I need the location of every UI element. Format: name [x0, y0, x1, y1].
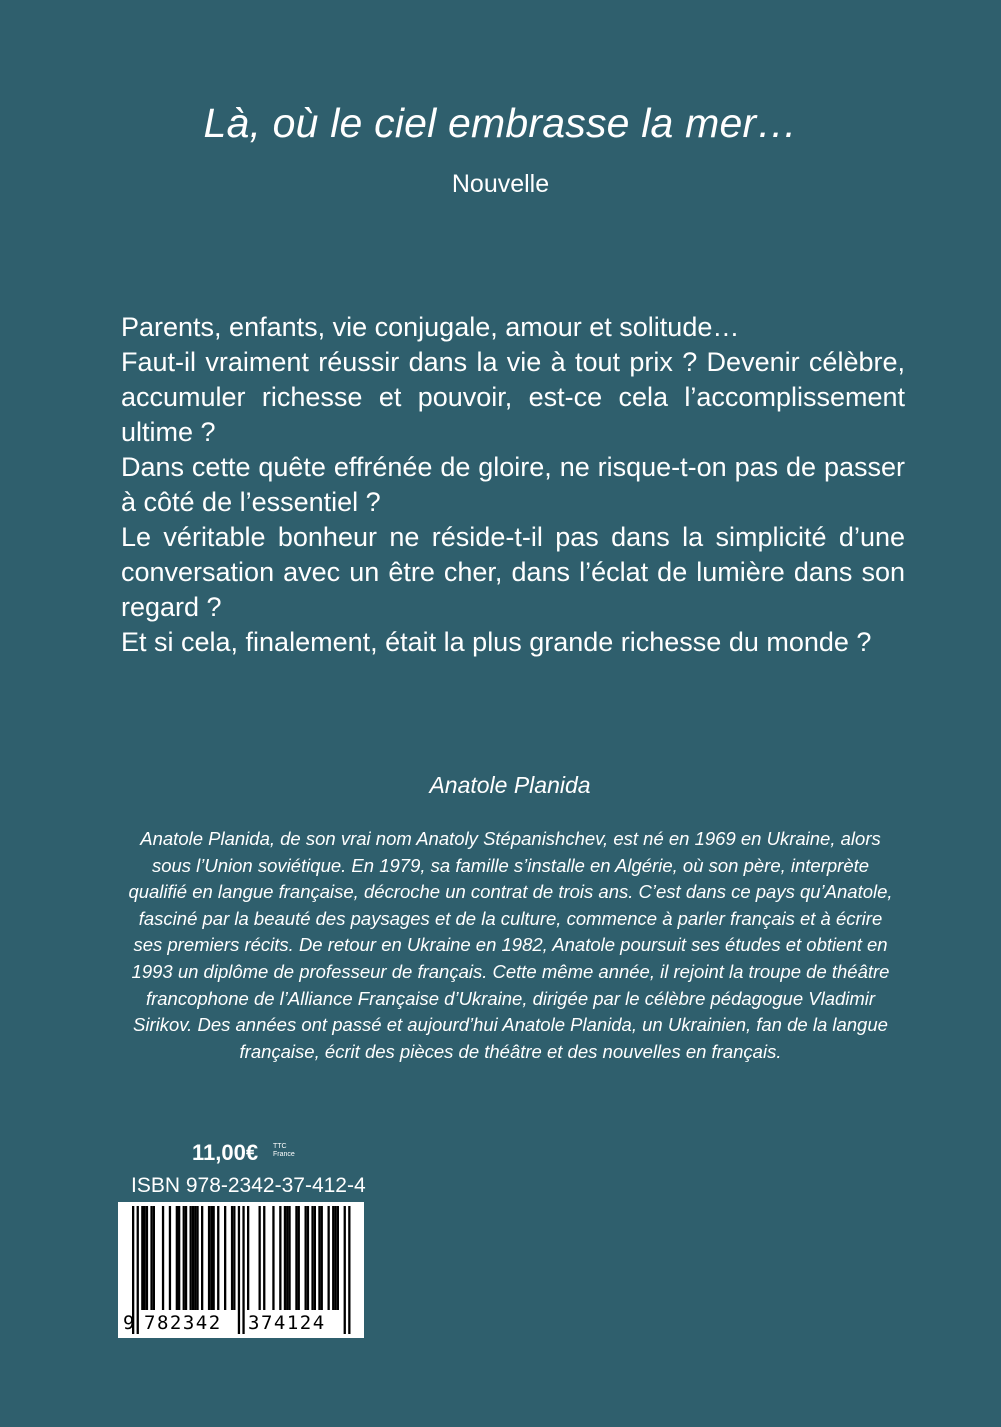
barcode-left-digits: 782342 — [144, 1312, 222, 1334]
book-title: Là, où le ciel embrasse la mer… — [203, 100, 798, 146]
barcode-bar — [295, 1206, 297, 1310]
barcode-bar — [247, 1206, 249, 1310]
synopsis-block — [121, 310, 905, 660]
barcode-bar — [305, 1206, 307, 1310]
author-bio: Anatole Planida, de son vrai nom Anatoly Stépanishchev, est né en 1969 en Ukraine, alors sous l’Union soviétique. En 1979, sa famille s’installe en Algérie, où son père, interprète qualifié en langue française, décroche un contrat de trois ans. C’est dans ce pays qu’Anatole, fasciné par la beauté des paysages et de la culture, commence à parler français et à écrire ses premiers récits. De retour en Ukraine en 1982, Anatole poursuit ses études et obtient en 1993 un diplôme de professeur de français. Cette même année, il rejoint la troupe de théâtre francophone de l’Alliance Française d’Ukraine, dirigée par le célèbre pédagogue Vladimir Sirikov. Des années ont passé et aujourd’hui Anatole Planida, un Ukrainien, fan de la langue française, écrit des pièces de théâtre et des nouvelles en français. — [128, 828, 893, 1062]
isbn-label: ISBN 978-2342-37-412-4 — [131, 1174, 366, 1197]
barcode-bar — [298, 1206, 300, 1310]
barcode-bar — [272, 1206, 274, 1310]
barcode-bar — [286, 1206, 288, 1310]
barcode-bar — [328, 1206, 330, 1310]
barcode-bar — [318, 1206, 320, 1310]
author-name: Anatole Planida — [429, 772, 591, 798]
barcode-bar — [178, 1206, 180, 1310]
barcode-bar — [213, 1206, 215, 1310]
barcode-bar — [231, 1206, 233, 1310]
barcode-bar — [307, 1206, 309, 1310]
barcode-bar — [196, 1206, 198, 1310]
barcode-right-digits: 374124 — [248, 1312, 326, 1334]
barcode-bar — [233, 1206, 235, 1310]
book-genre: Nouvelle — [451, 170, 550, 198]
barcode-bar — [176, 1206, 178, 1310]
barcode-bar — [288, 1206, 290, 1310]
tax-line-ttc: TTC — [273, 1143, 287, 1150]
barcode-bar — [337, 1206, 339, 1310]
price-label: 11,00€ — [192, 1140, 259, 1165]
barcode-bar — [332, 1206, 334, 1310]
barcode-bar — [169, 1206, 171, 1310]
tax-line-country: France — [273, 1151, 295, 1158]
barcode-bar — [162, 1206, 164, 1310]
barcode-bar — [183, 1206, 185, 1310]
barcode-bar — [144, 1206, 146, 1310]
synopsis-line: Dans cette quête effrénée de gloire, ne risque-t-on pas de passer à côté de l’essentiel ? — [121, 452, 905, 517]
price-tax-note — [273, 1143, 295, 1159]
barcode-bar — [185, 1206, 187, 1310]
barcode-bar — [263, 1206, 265, 1310]
synopsis-line: Le véritable bonheur ne réside-t-il pas dans la simplicité d’une conversation avec un être cher, dans l’éclat de lumière dans son regard ? — [121, 522, 905, 622]
barcode-bar — [201, 1206, 203, 1310]
barcode-bar — [217, 1206, 219, 1310]
barcode-bar — [141, 1206, 143, 1310]
barcode-bar — [259, 1206, 261, 1310]
barcode-bar — [284, 1206, 286, 1310]
barcode-bar — [314, 1206, 316, 1310]
synopsis-line: Et si cela, finalement, était la plus grande richesse du monde ? — [121, 627, 872, 657]
barcode-first-digit: 9 — [123, 1312, 135, 1334]
barcode-bar — [224, 1206, 226, 1310]
barcode-bar — [311, 1206, 313, 1310]
synopsis-line: Faut-il vraiment réussir dans la vie à tout prix ? Devenir célèbre, accumuler richesse et pouvoir, est-ce cela l’accomplissement ultime ? — [121, 347, 905, 447]
barcode-bar — [334, 1206, 336, 1310]
synopsis-line: Parents, enfants, vie conjugale, amour et solitude… — [121, 312, 740, 342]
barcode-bar — [153, 1206, 155, 1310]
barcode-bar — [150, 1206, 152, 1310]
barcode-bar — [190, 1206, 192, 1310]
barcode-bar — [210, 1206, 212, 1310]
barcode-bar — [192, 1206, 194, 1310]
barcode-bar — [194, 1206, 196, 1310]
barcode-bar — [208, 1206, 210, 1310]
barcode — [118, 1202, 364, 1338]
barcode-digits — [118, 1312, 364, 1336]
barcode-bar — [146, 1206, 148, 1310]
barcode-bar — [279, 1206, 281, 1310]
barcode-bar — [321, 1206, 323, 1310]
